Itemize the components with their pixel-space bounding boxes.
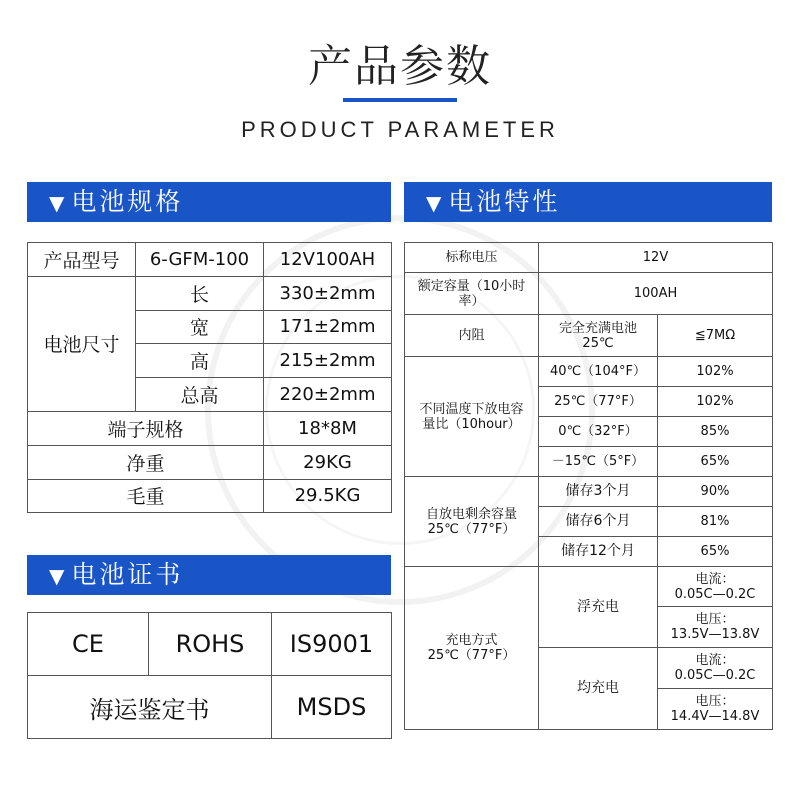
internal-resistance-label: 内阻 <box>405 315 539 357</box>
float-voltage-value: 13.5V—13.8V <box>670 627 760 642</box>
equal-charge-label: 均充电 <box>539 648 658 730</box>
storage-period: 储存6个月 <box>539 507 658 537</box>
net-weight-label: 净重 <box>28 445 264 479</box>
model-capacity: 12V100AH <box>264 243 392 277</box>
storage-value: 65% <box>658 537 773 567</box>
net-weight-value: 29KG <box>264 445 392 479</box>
table-row <box>28 479 392 513</box>
equal-voltage-label: 电压： <box>695 694 735 709</box>
model-label: 产品型号 <box>28 243 136 277</box>
cert-table <box>27 612 392 739</box>
model-value: 6-GFM-100 <box>136 243 264 277</box>
storage-period: 储存12个月 <box>539 537 658 567</box>
table-row <box>405 243 773 273</box>
temp-ratio: 65% <box>658 447 773 477</box>
table-row <box>405 357 773 387</box>
table-row <box>405 477 773 507</box>
spec-table <box>27 242 392 513</box>
triangle-down-icon: ▼ <box>426 191 445 215</box>
temp-value: －15℃（5°F） <box>539 447 658 477</box>
length-value: 330±2mm <box>264 276 392 310</box>
total-height-label: 总高 <box>136 378 264 412</box>
section-header-cert <box>27 555 391 595</box>
rated-capacity-label: 额定容量（10小时率） <box>405 273 539 315</box>
nominal-voltage-value: 12V <box>539 243 773 273</box>
table-row <box>28 276 392 310</box>
temp-value: 40℃（104°F） <box>539 357 658 387</box>
temp-ratio: 102% <box>658 357 773 387</box>
equal-voltage <box>658 689 773 730</box>
gross-weight-label: 毛重 <box>28 479 264 513</box>
table-row <box>405 567 773 607</box>
terminal-value: 18*8M <box>264 411 392 445</box>
equal-voltage-value: 14.4V—14.8V <box>670 709 760 724</box>
self-discharge-label: 自放电剩余容量25℃（77°F） <box>405 477 539 567</box>
triangle-down-icon: ▼ <box>49 564 68 588</box>
page-title: 产品参数 <box>308 41 492 92</box>
table-row <box>28 445 392 479</box>
table-row <box>28 676 392 739</box>
page-subtitle: PRODUCT PARAMETER <box>241 117 559 142</box>
float-voltage-label: 电压： <box>695 612 735 627</box>
storage-value: 81% <box>658 507 773 537</box>
height-value: 215±2mm <box>264 344 392 378</box>
storage-value: 90% <box>658 477 773 507</box>
terminal-label: 端子规格 <box>28 411 264 445</box>
equal-current <box>658 648 773 689</box>
table-row <box>405 315 773 357</box>
table-row <box>28 613 392 676</box>
equal-current-label: 电流： <box>695 653 735 668</box>
height-label: 高 <box>136 344 264 378</box>
float-current-value: 0.05C—0.2C <box>674 586 756 602</box>
float-current <box>658 567 773 607</box>
size-label: 电池尺寸 <box>28 276 136 411</box>
float-voltage <box>658 607 773 648</box>
length-label: 长 <box>136 276 264 310</box>
internal-resistance-value: ≦7MΩ <box>658 315 773 357</box>
cert-iso: IS9001 <box>272 613 392 676</box>
full-charge-label: 完全充满电池25℃ <box>539 315 658 357</box>
storage-period: 储存3个月 <box>539 477 658 507</box>
table-row <box>28 243 392 277</box>
width-value: 171±2mm <box>264 310 392 344</box>
title-underline <box>343 98 457 102</box>
cert-msds: MSDS <box>272 676 392 739</box>
equal-current-value: 0.05C—0.2C <box>674 668 756 683</box>
nominal-voltage-label: 标称电压 <box>405 243 539 273</box>
table-row <box>28 411 392 445</box>
temp-capacity-label: 不同温度下放电容量比（10hour） <box>405 357 539 477</box>
temp-ratio: 85% <box>658 417 773 447</box>
charge-method-label: 充电方式25℃（77°F） <box>405 567 539 730</box>
table-row <box>405 273 773 315</box>
gross-weight-value: 29.5KG <box>264 479 392 513</box>
temp-value: 25℃（77°F） <box>539 387 658 417</box>
width-label: 宽 <box>136 310 264 344</box>
float-charge-label: 浮充电 <box>539 567 658 648</box>
section-title-spec: 电池规格 <box>71 187 184 216</box>
section-header-perf <box>404 182 772 222</box>
temp-value: 0℃（32°F） <box>539 417 658 447</box>
total-height-value: 220±2mm <box>264 378 392 412</box>
perf-table <box>404 242 773 730</box>
section-title-perf: 电池特性 <box>448 187 561 216</box>
rated-capacity-value: 100AH <box>539 273 773 315</box>
temp-ratio: 102% <box>658 387 773 417</box>
section-title-cert: 电池证书 <box>71 560 184 589</box>
section-header-spec <box>27 182 391 222</box>
float-current-label: 电流： <box>695 571 735 587</box>
triangle-down-icon: ▼ <box>49 191 68 215</box>
cert-ce: CE <box>28 613 149 676</box>
cert-sea-transport: 海运鉴定书 <box>28 676 272 739</box>
cert-rohs: ROHS <box>149 613 272 676</box>
